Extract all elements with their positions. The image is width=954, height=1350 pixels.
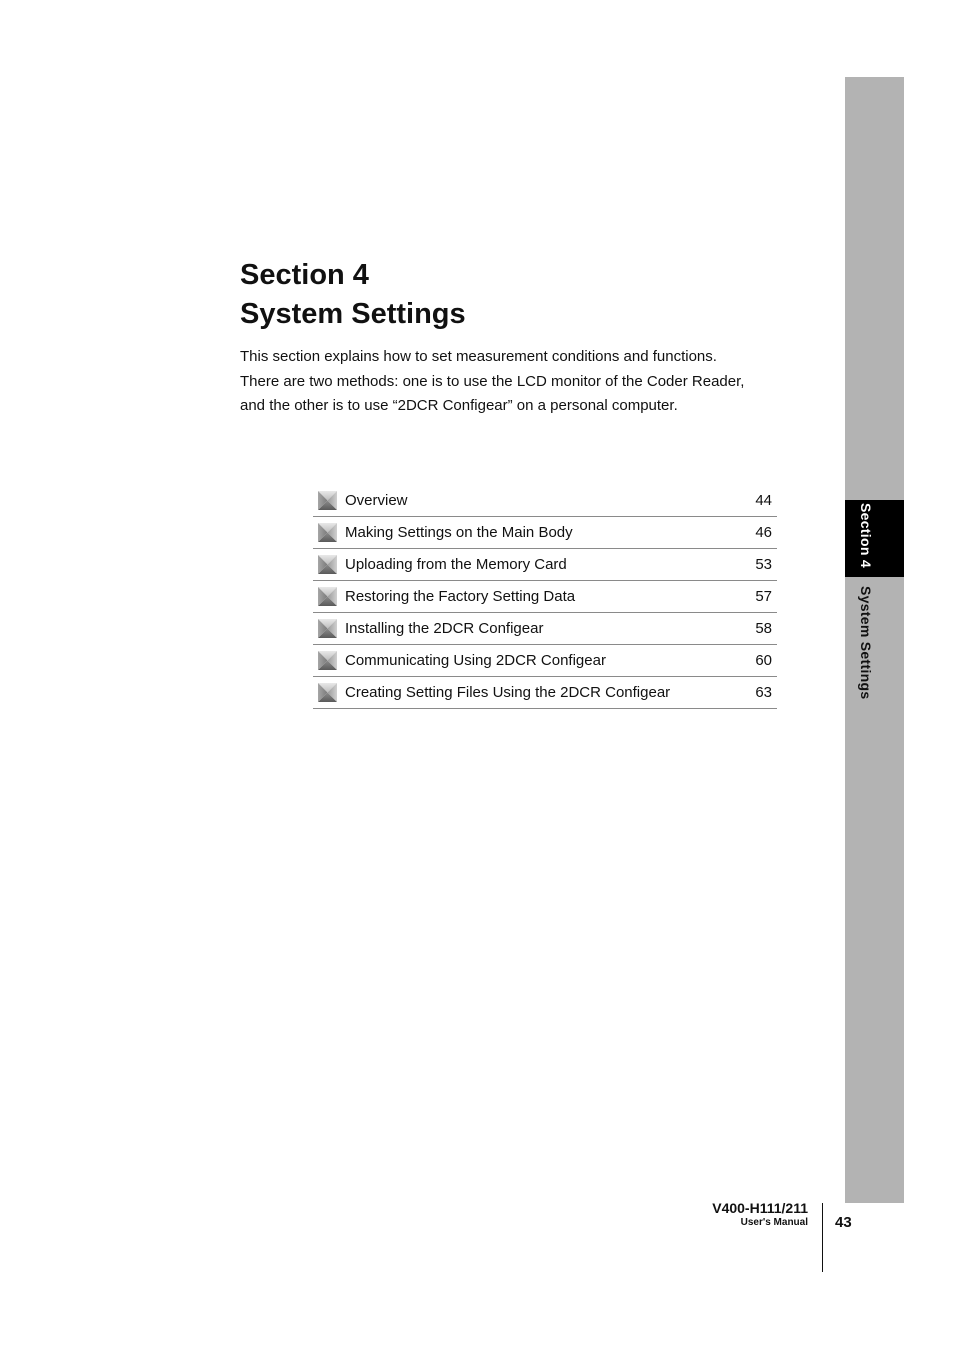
- toc-row[interactable]: [313, 613, 777, 645]
- page-title-name: System Settings: [240, 298, 466, 330]
- toc-row[interactable]: [313, 677, 777, 709]
- contents-bullet-icon: [318, 491, 337, 510]
- contents-bullet-icon: [318, 555, 337, 574]
- toc-row[interactable]: [313, 517, 777, 549]
- toc-row-label: Installing the 2DCR Configear: [345, 620, 544, 637]
- toc-row[interactable]: [313, 549, 777, 581]
- toc-row-label: Creating Setting Files Using the 2DCR Configear: [345, 684, 671, 701]
- contents-bullet-icon: [318, 619, 337, 638]
- side-tab-section-label: Section 4: [858, 503, 874, 568]
- toc-row-page-number: 63: [755, 684, 772, 701]
- contents-bullet-icon: [318, 587, 337, 606]
- toc-row[interactable]: [313, 484, 777, 517]
- intro-line: There are two methods: one is to use the LCD monitor of the Coder Reader,: [240, 372, 745, 390]
- toc-row-label: Overview: [345, 491, 408, 509]
- section-index-tab-active: [845, 500, 904, 577]
- toc-row[interactable]: [313, 581, 777, 613]
- intro-line: This section explains how to set measurement conditions and functions.: [240, 348, 717, 365]
- contents-bullet-icon: [318, 523, 337, 542]
- footer-manual-label: User's Manual: [740, 1217, 808, 1228]
- toc-row-page-number: 46: [755, 524, 772, 541]
- toc-row-page-number: 60: [755, 652, 772, 669]
- toc-row-label: Communicating Using 2DCR Configear: [345, 652, 606, 669]
- toc-row[interactable]: [313, 645, 777, 677]
- toc-row-label: Uploading from the Memory Card: [345, 556, 567, 573]
- footer-page-number: 43: [835, 1214, 852, 1231]
- toc-row-label: Restoring the Factory Setting Data: [345, 588, 576, 605]
- intro-line: and the other is to use “2DCR Configear” on a personal computer.: [240, 397, 678, 414]
- toc-row-page-number: 57: [755, 588, 772, 605]
- toc-row-page-number: 44: [755, 491, 772, 509]
- page-title: [240, 256, 466, 334]
- side-tab-title-label: System Settings: [858, 586, 874, 700]
- section-contents-list: [313, 484, 777, 709]
- intro-paragraph: [240, 345, 830, 419]
- contents-bullet-icon: [318, 683, 337, 702]
- footer-divider: [822, 1203, 823, 1272]
- contents-bullet-icon: [318, 651, 337, 670]
- toc-row-label: Making Settings on the Main Body: [345, 524, 573, 541]
- toc-row-page-number: 53: [755, 556, 772, 573]
- footer-model-number: V400-H111/211: [712, 1200, 808, 1216]
- toc-row-page-number: 58: [755, 620, 772, 637]
- section-index-tab: [845, 77, 904, 1203]
- page-title-section: Section 4: [240, 259, 369, 291]
